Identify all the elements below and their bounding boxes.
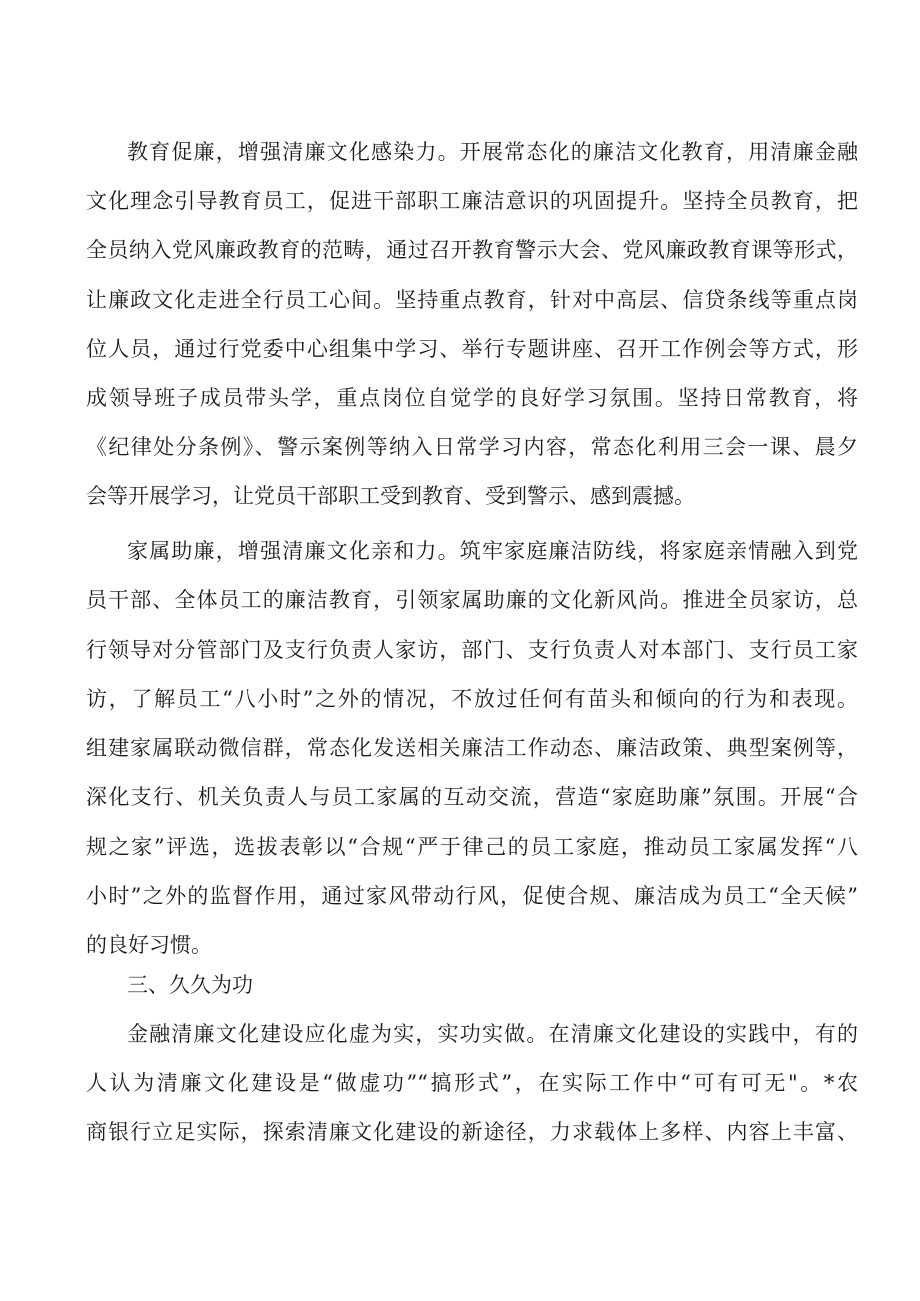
- paragraph-line: 商银行立足实际，探索清廉文化建设的新途径，力求载体上多样、内容上丰富、: [86, 1120, 858, 1144]
- paragraph-line: 《纪律处分条例》、警示案例等纳入日常学习内容，常态化利用三会一课、晨夕: [86, 435, 858, 459]
- paragraph-line: 的良好习惯。: [86, 933, 212, 957]
- paragraph-line: 成领导班子成员带头学，重点岗位自觉学的良好学习氛围。坚持日常教育，将: [86, 386, 858, 410]
- paragraph-line: 文化理念引导教育员工，促进干部职工廉洁意识的巩固提升。坚持全员教育，把: [86, 189, 858, 213]
- paragraph-line: 员干部、全体员工的廉洁教育，引领家属助廉的文化新风尚。推进全员家访，总: [86, 588, 858, 612]
- paragraph-line: 会等开展学习，让党员干部职工受到教育、受到警示、感到震撼。: [86, 484, 695, 508]
- paragraph-line: 深化支行、机关负责人与员工家属的互动交流，营造“家庭助廉”氛围。开展“合: [86, 785, 858, 809]
- paragraph-line: 行领导对分管部门及支行负责人家访，部门、支行负责人对本部门、支行员工家: [86, 638, 858, 662]
- paragraph-line: 让廉政文化走进全行员工心间。坚持重点教育，针对中高层、信贷条线等重点岗: [86, 288, 858, 312]
- paragraph-line: 组建家属联动微信群，常态化发送相关廉洁工作动态、廉洁政策、典型案例等，: [86, 736, 858, 760]
- section-heading: 三、久久为功: [127, 973, 253, 997]
- paragraph-line: 金融清廉文化建设应化虚为实，实功实做。在清廉文化建设的实践中，有的: [127, 1022, 858, 1046]
- paragraph-line: 位人员，通过行党委中心组集中学习、举行专题讲座、召开工作例会等方式，形: [86, 337, 858, 361]
- paragraph-line: 小时”之外的监督作用，通过家风带动行风，促使合规、廉洁成为员工“全天候”: [86, 884, 858, 908]
- paragraph-line: 全员纳入党风廉政教育的范畴，通过召开教育警示大会、党风廉政教育课等形式，: [86, 238, 858, 262]
- paragraph-line: 人认为清廉文化建设是“做虚功”“搞形式”，在实际工作中“可有可无"。*农: [86, 1071, 858, 1095]
- paragraph-line: 教育促廉，增强清廉文化感染力。开展常态化的廉洁文化教育，用清廉金融: [127, 140, 858, 164]
- paragraph-line: 规之家”评选，选拔表彰以“合规“严于律己的员工家庭，推动员工家属发挥“八: [86, 835, 858, 859]
- paragraph-line: 家属助廉，增强清廉文化亲和力。筑牢家庭廉洁防线，将家庭亲情融入到党: [127, 539, 858, 563]
- paragraph-line: 访，了解员工“八小时”之外的情况，不放过任何有苗头和倾向的行为和表现。: [86, 687, 858, 711]
